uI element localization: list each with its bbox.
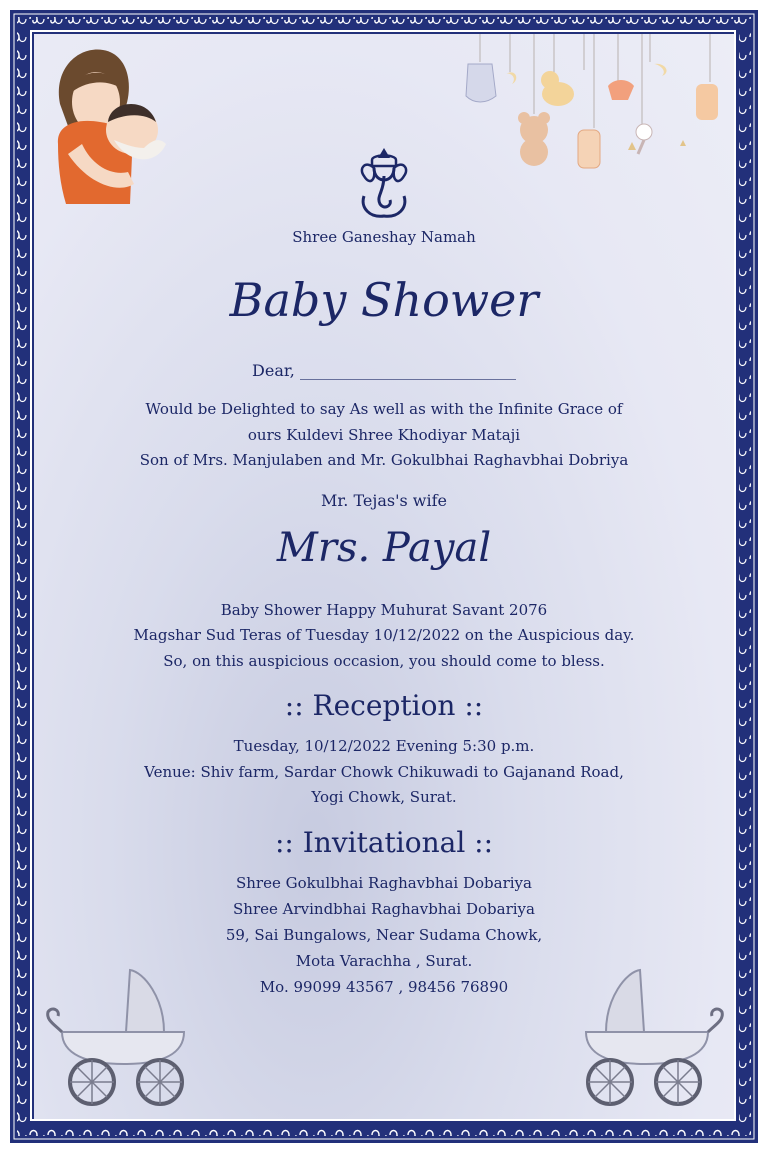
muhurat-line-1: Baby Shower Happy Muhurat Savant 2076 <box>220 601 548 619</box>
reception-line-1: Tuesday, 10/12/2022 Evening 5:30 p.m. <box>233 737 535 755</box>
blessing-text: Shree Ganeshay Namah <box>292 228 476 246</box>
invitational-line-5: Mo. 99099 43567 , 98456 76890 <box>259 978 509 996</box>
invitational-heading: :: Invitational :: <box>274 826 494 859</box>
invitational-line-4: Mota Varachha , Surat. <box>295 952 473 970</box>
muhurat-line-3: So, on this auspicious occasion, you should come to bless. <box>163 652 605 670</box>
intro-line-2: ours Kuldevi Shree Khodiyar Mataji <box>247 426 521 444</box>
intro-line-3: Son of Mrs. Manjulaben and Mr. Gokulbhai Raghavbhai Dobriya <box>139 451 629 469</box>
dear-line: Dear, ___________________________ <box>252 361 516 380</box>
honoree-name: Mrs. Payal <box>276 525 492 571</box>
reception-line-2: Venue: Shiv farm, Sardar Chowk Chikuwadi to Gajanand Road, <box>144 763 624 781</box>
invitational-line-1: Shree Gokulbhai Raghavbhai Dobariya <box>236 874 532 892</box>
pram-icon <box>566 968 726 1108</box>
muhurat-line-2: Magshar Sud Teras of Tuesday 10/12/2022 on the Auspicious day. <box>133 626 635 644</box>
reception-line-3: Yogi Chowk, Surat. <box>311 788 457 806</box>
invitational-line-3: 59, Sai Bungalows, Near Sudama Chowk, <box>225 926 543 944</box>
pram-icon <box>44 968 204 1108</box>
intro-line-1: Would be Delighted to say As well as with the Infinite Grace of <box>145 400 623 418</box>
hanging-baby-toys-illustration <box>458 34 734 174</box>
mother-baby-illustration <box>48 44 172 212</box>
ganesha-icon <box>356 146 412 220</box>
reception-heading: :: Reception :: <box>284 689 484 722</box>
event-title: Baby Shower <box>229 273 539 327</box>
invitational-line-2: Shree Arvindbhai Raghavbhai Dobariya <box>233 900 535 918</box>
husband-line: Mr. Tejas's wife <box>321 491 447 510</box>
